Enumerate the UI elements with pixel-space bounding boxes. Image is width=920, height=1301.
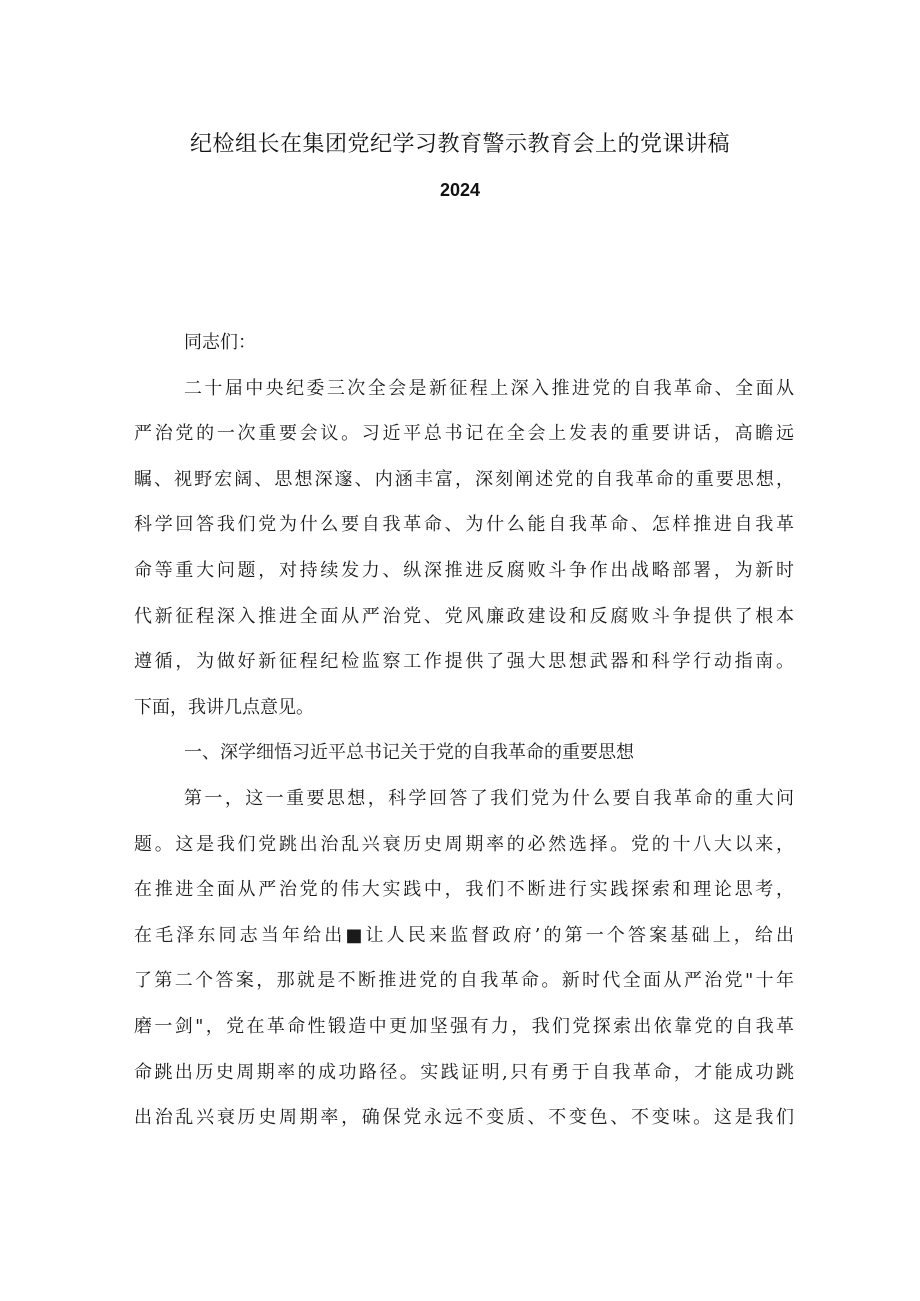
paragraph-line: 了第二个答案，那就是不断推进党的自我革命。新时代全面从严治党"十年 <box>134 970 794 992</box>
paragraph-line: 题。这是我们党跳出治乱兴衰历史周期率的必然选择。党的十八大以来， <box>134 833 794 855</box>
document-body <box>134 320 794 1141</box>
section-heading: 一、深学细悟习近平总书记关于党的自我革命的重要思想 <box>184 742 634 764</box>
paragraph-line: 在毛泽东同志当年给出■让人民来监督政府’的第一个答案基础上，给出 <box>134 924 794 946</box>
paragraph-line: 遵循，为做好新征程纪检监察工作提供了强大思想武器和科学行动指南。 <box>134 651 794 673</box>
paragraph-line: 第一，这一重要思想，科学回答了我们党为什么要自我革命的重大问 <box>184 787 794 809</box>
paragraph-line: 在推进全面从严治党的伟大实践中，我们不断进行实践探索和理论思考， <box>134 879 794 901</box>
paragraph-line: 出治乱兴衰历史周期率，确保党永远不变质、不变色、不变味。这是我们 <box>134 1107 794 1129</box>
document-title: 纪检组长在集团党纪学习教育警示教育会上的党课讲稿 <box>189 132 730 157</box>
paragraph-line: 命等重大问题，对持续发力、纵深推进反腐败斗争作出战略部署，为新时 <box>134 559 794 581</box>
salutation-line: 同志们： <box>184 332 256 353</box>
paragraph-line: 严治党的一次重要会议。习近平总书记在全会上发表的重要讲话，高瞻远 <box>134 423 794 445</box>
paragraph-line: 科学回答我们党为什么要自我革命、为什么能自我革命、怎样推进自我革 <box>134 514 794 536</box>
paragraph-line: 二十届中央纪委三次全会是新征程上深入推进党的自我革命、全面从 <box>184 377 794 399</box>
paragraph-line: 下面，我讲几点意见。 <box>134 696 314 718</box>
paragraph-line: 代新征程深入推进全面从严治党、党风廉政建设和反腐败斗争提供了根本 <box>134 605 794 627</box>
paragraph-line: 命跳出历史周期率的成功路径。实践证明,只有勇于自我革命，才能成功跳 <box>134 1061 794 1083</box>
paragraph-line: 磨一剑"，党在革命性锻造中更加坚强有力，我们党探索出依靠党的自我革 <box>134 1015 794 1037</box>
paragraph-line: 瞩、视野宏阔、思想深邃、内涵丰富，深刻阐述党的自我革命的重要思想， <box>134 468 794 490</box>
document-year: 2024 <box>439 180 481 200</box>
